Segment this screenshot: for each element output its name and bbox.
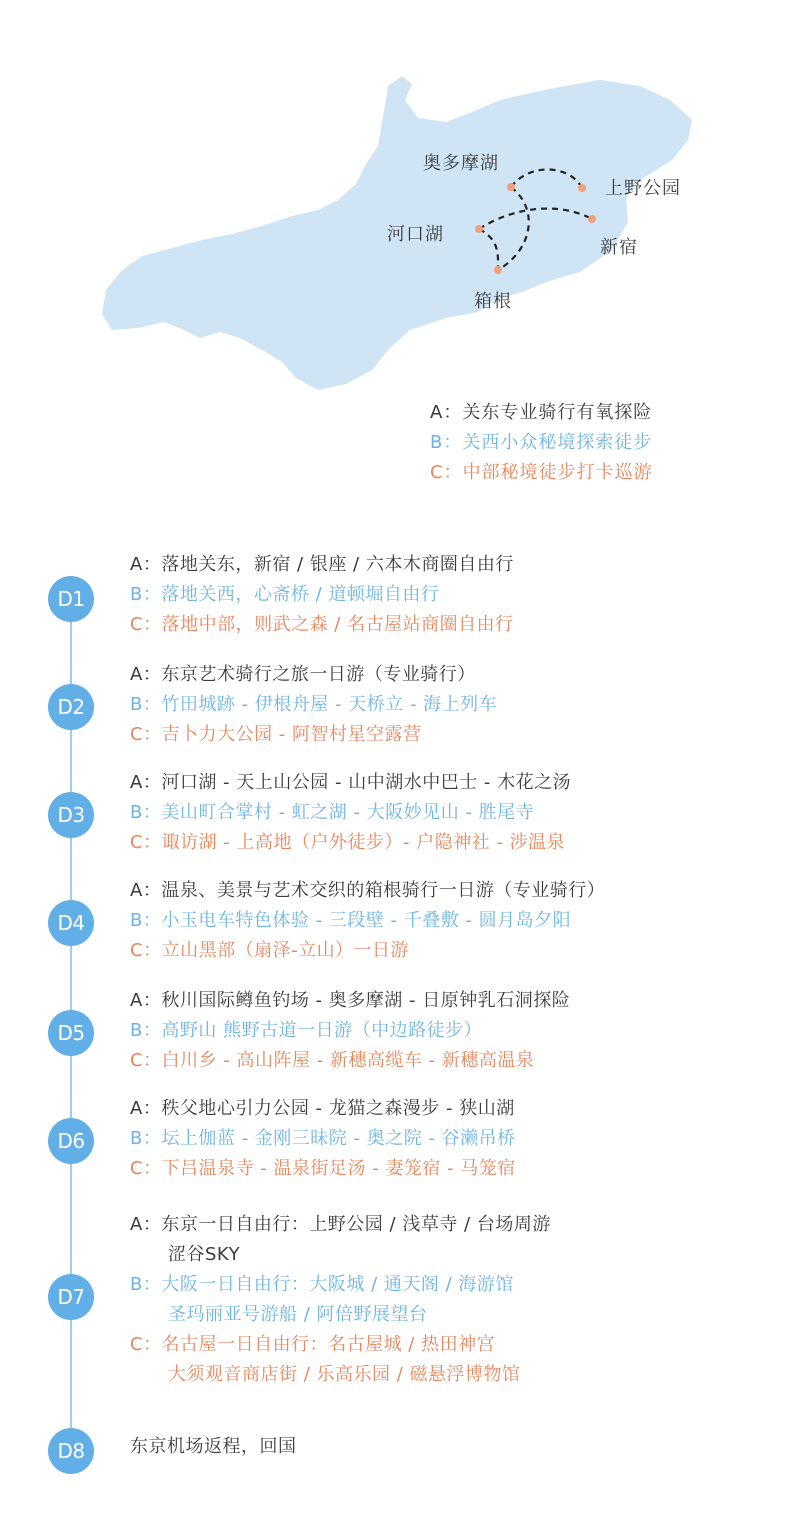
day-plan-d7 — [130, 1210, 551, 1390]
route-a-line: A：落地关东，新宿 / 银座 / 六本木商圈自由行 — [130, 554, 514, 575]
route-b-line: B：竹田城跡 - 伊根舟屋 - 天桥立 - 海上列车 — [130, 694, 498, 715]
dot-ueno — [578, 184, 586, 192]
dot-shinjuku — [588, 215, 596, 223]
route-a-line: 东京机场返程，回国 — [130, 1436, 297, 1457]
day-plan-d8 — [130, 1432, 297, 1462]
route-c-line: C：诹访湖 - 上高地（户外徒步）- 户隐神社 - 涉温泉 — [130, 832, 566, 853]
route-a-line: A：东京艺术骑行之旅一日游（专业骑行） — [130, 664, 476, 685]
label-okutama: 奥多摩湖 — [423, 153, 499, 174]
route-b-line: B：坛上伽蓝 - 金刚三昧院 - 奥之院 - 谷濑吊桥 — [130, 1128, 516, 1149]
route-legend — [430, 398, 653, 488]
dot-okutama — [507, 183, 515, 191]
route-b-line: B：大阪一日自由行：大阪城 / 通天阁 / 海游馆 — [130, 1274, 514, 1295]
dot-hakone — [494, 266, 502, 274]
legend-route-b: B：关西小众秘境探索徒步 — [430, 432, 653, 453]
route-c-line: C：白川乡 - 高山阵屋 - 新穗高缆车 - 新穗高温泉 — [130, 1050, 535, 1071]
route-b-line: 圣玛丽亚号游船 / 阿倍野展望台 — [168, 1304, 428, 1325]
day-badge-d7: D7 — [48, 1274, 94, 1320]
day-badge-d1: D1 — [48, 576, 94, 622]
day-plan-d3 — [130, 768, 571, 858]
day-plan-d4 — [130, 876, 605, 966]
legend-route-c: C：中部秘境徒步打卡巡游 — [430, 462, 653, 483]
route-b-line: B：落地关西，心斋桥 / 道顿堀自由行 — [130, 584, 440, 605]
route-a-line: A：秋川国际鳟鱼钓场 - 奥多摩湖 - 日原钟乳石洞探险 — [130, 990, 571, 1011]
japan-map — [0, 0, 790, 400]
day-badge-d4: D4 — [48, 900, 94, 946]
route-b-line: B：美山町合掌村 - 虹之湖 - 大阪妙见山 - 胜尾寺 — [130, 802, 535, 823]
route-b-line: B：小玉电车特色体验 - 三段壁 - 千叠敷 - 圆月岛夕阳 — [130, 910, 572, 931]
day-badge-d3: D3 — [48, 792, 94, 838]
map-graphic — [0, 0, 790, 400]
route-c-line: C：下吕温泉寺 - 温泉街足汤 - 妻笼宿 - 马笼宿 — [130, 1158, 516, 1179]
route-c-line: C：落地中部，则武之森 / 名古屋站商圈自由行 — [130, 614, 514, 635]
route-a-line: A：秩父地心引力公园 - 龙猫之森漫步 - 狭山湖 — [130, 1098, 515, 1119]
route-a-line: A：东京一日自由行：上野公园 / 浅草寺 / 台场周游 — [130, 1214, 551, 1235]
day-badge-d5: D5 — [48, 1010, 94, 1056]
label-hakone: 箱根 — [474, 291, 512, 312]
day-plan-d5 — [130, 986, 570, 1076]
day-badge-d8: D8 — [48, 1428, 94, 1474]
label-shinjuku: 新宿 — [600, 237, 638, 258]
route-c-line: C：立山黑部（扇泽-立山）一日游 — [130, 940, 410, 961]
legend-route-a: A：关东专业骑行有氧探险 — [430, 402, 653, 423]
route-a-line: A：温泉、美景与艺术交织的箱根骑行一日游（专业骑行） — [130, 880, 606, 901]
label-ueno: 上野公园 — [605, 178, 681, 199]
day-plan-d2 — [130, 660, 497, 750]
dot-kawaguchi — [475, 225, 483, 233]
day-badge-d6: D6 — [48, 1118, 94, 1164]
route-b-line: B：高野山 熊野古道一日游（中边路徒步） — [130, 1020, 483, 1041]
route-c-line: 大须观音商店街 / 乐高乐园 / 磁悬浮博物馆 — [168, 1364, 521, 1385]
route-c-line: C：名古屋一日自由行：名古屋城 / 热田神宫 — [130, 1334, 496, 1355]
day-plan-d1 — [130, 550, 514, 640]
route-c-line: C：吉卜力大公园 - 阿智村星空露营 — [130, 724, 422, 745]
route-a-line: 涩谷SKY — [168, 1244, 241, 1265]
label-kawaguchi: 河口湖 — [387, 224, 444, 245]
day-plan-d6 — [130, 1094, 516, 1184]
route-a-line: A：河口湖 - 天上山公园 - 山中湖水中巴士 - 木花之汤 — [130, 772, 572, 793]
day-badge-d2: D2 — [48, 684, 94, 730]
